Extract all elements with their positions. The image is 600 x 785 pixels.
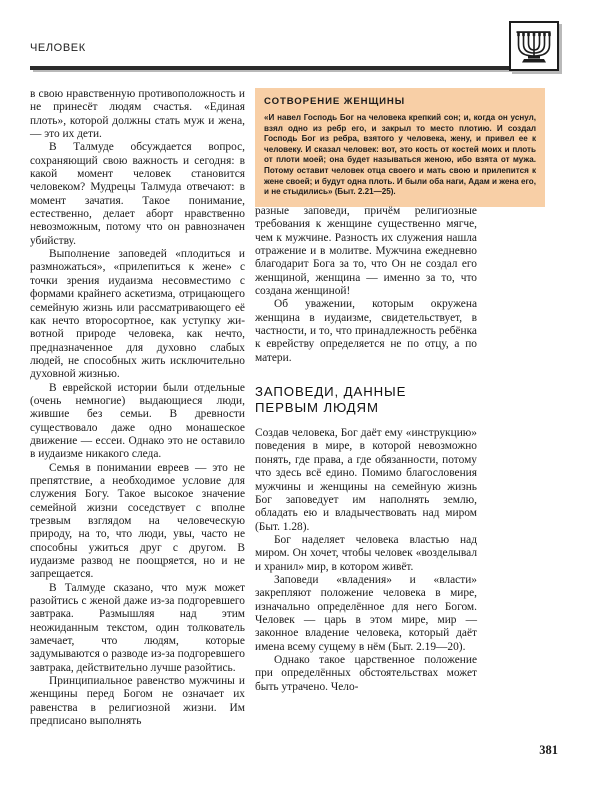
paragraph: Заповеди «владения» и «власти» закрепляют положение человека в мире, изначально определённое для него Богом. Человек — царь в этом мире, мир — законное владение человека, который даёт имена всему сущему в нём (Быт. 2.19—20). (255, 573, 477, 653)
paragraph: Выполнение заповедей «плодиться и размножаться», «прилепиться к жене» с точки зрения иудаизма несовместимо с формами крайнего аскетизма, отрицающего семейную жизнь или рассматривающего её как нечто второсортное, как уступку животной природе человека, как нечто, предназначенное для духовно слабых людей, не способных жить исключительно духовной жизнью. (30, 248, 245, 381)
section-heading (255, 384, 477, 416)
section-heading-line-2: ПЕРВЫМ ЛЮДЯМ (255, 400, 379, 416)
paragraph: В Талмуде сказано, что муж может разойтись с женой даже из-за подгоревшего завтрака. Размышляя над этим неожиданным текстом, один толкователь замечает, что людям, которые задумываются о разводе из-за подгоревшего завтрака, действительно лучше разойтись. (30, 581, 245, 674)
paragraph: В еврейской истории были отдельные (очень немногие) выдающиеся люди, жившие без семьи. В древности существовало даже одно монашеское движение — ессеи. Однако это не оставило в иудаизме никакого следа. (30, 381, 245, 461)
paragraph: Создав человека, Бог даёт ему «инструкцию» поведения в мире, в которой невозможно понять, где права, а где обязанности, потому что здесь всё едино. Помимо благословения мужчины и женщины на семейную жизнь Бог заповедует им наполнять землю, обладать ею и владычествовать над миром (Быт. 1.28). (255, 427, 477, 533)
left-column (30, 88, 245, 729)
page-number: 381 (539, 743, 558, 757)
callout-creation-of-woman (255, 88, 545, 207)
callout-title: СОТВОРЕНИЕ ЖЕНЩИНЫ (264, 96, 406, 107)
header-rule-shadow (33, 70, 516, 72)
paragraph: разные заповеди, причём религиозные требования к женщине существенно мягче, чем к мужчине. Разность их служения нашла отражение и в молитве. Мужчина ежедневно благодарит Бога за то, что Он не создал его женщиной, женщина — именно за то, что создана женщиной! (255, 205, 477, 298)
paragraph: Однако такое царственное положение при определённых обстоятельствах может быть утрачено. Чело- (255, 653, 477, 693)
callout-body: «И навел Господь Бог на человека крепкий сон; и, когда он уснул, взял одно из ребр его, и закрыл то место плотию. И создал Господь Бог из ребра, взятого у человека, жену, и привел ее к человеку. И сказал человек: вот, это кость от костей моих и плоть от плоти моей; она будет называться женою, ибо взята от мужа. Потому оставит человек отца своего и мать свою и прилепится к жене своей; и будут одна плоть. И были оба наги, Адам и жена его, и не стыдились» (Быт. 2.21—25). (264, 113, 536, 197)
paragraph: Бог наделяет человека властью над миром. Он хочет, чтобы человек «возделывал и хранил» мир, в котором живёт. (255, 533, 477, 573)
paragraph: В Талмуде обсуждается вопрос, сохраняющий свою важность и сегодня: в какой момент человек становится человеком? Мудрецы Талмуда отвечают: в момент зачатия. Такое понимание, естественно, делает аборт нравственно невозможным, потому что он равнозначен убийству. (30, 141, 245, 247)
page-header (0, 0, 600, 78)
running-head: ЧЕЛОВЕК (30, 42, 86, 54)
header-rule (30, 66, 513, 70)
paragraph: Об уважении, которым окружена женщина в иудаизме, свидетельствует, в частности, и то, что принадлежность ребёнка к еврейству определяется не по отцу, а по матери. (255, 298, 477, 364)
paragraph: Семья в понимании евреев — это не препятствие, а необходимое условие для служения Богу. Такое высокое значение семейной жизни соседствует с вполне трезвым взглядом на человеческую природу, на то, что люди, увы, часто не способны ужиться друг с другом. В иудаизме развод не поощряется, но и не запрещается. (30, 461, 245, 581)
paragraph: Принципиальное равенство мужчины и женщины перед Богом не означает их равенства в религиозной жизни. Им предписано выполнять (30, 675, 245, 728)
paragraph: в свою нравственную противоположность и не принесёт людям счастья. «Единая плоть», которой должны стать муж и жена, — это их дети. (30, 88, 245, 141)
section-heading-line-1: ЗАПОВЕДИ, ДАННЫЕ (255, 384, 407, 400)
right-column (255, 205, 477, 694)
menorah-icon (509, 21, 559, 71)
